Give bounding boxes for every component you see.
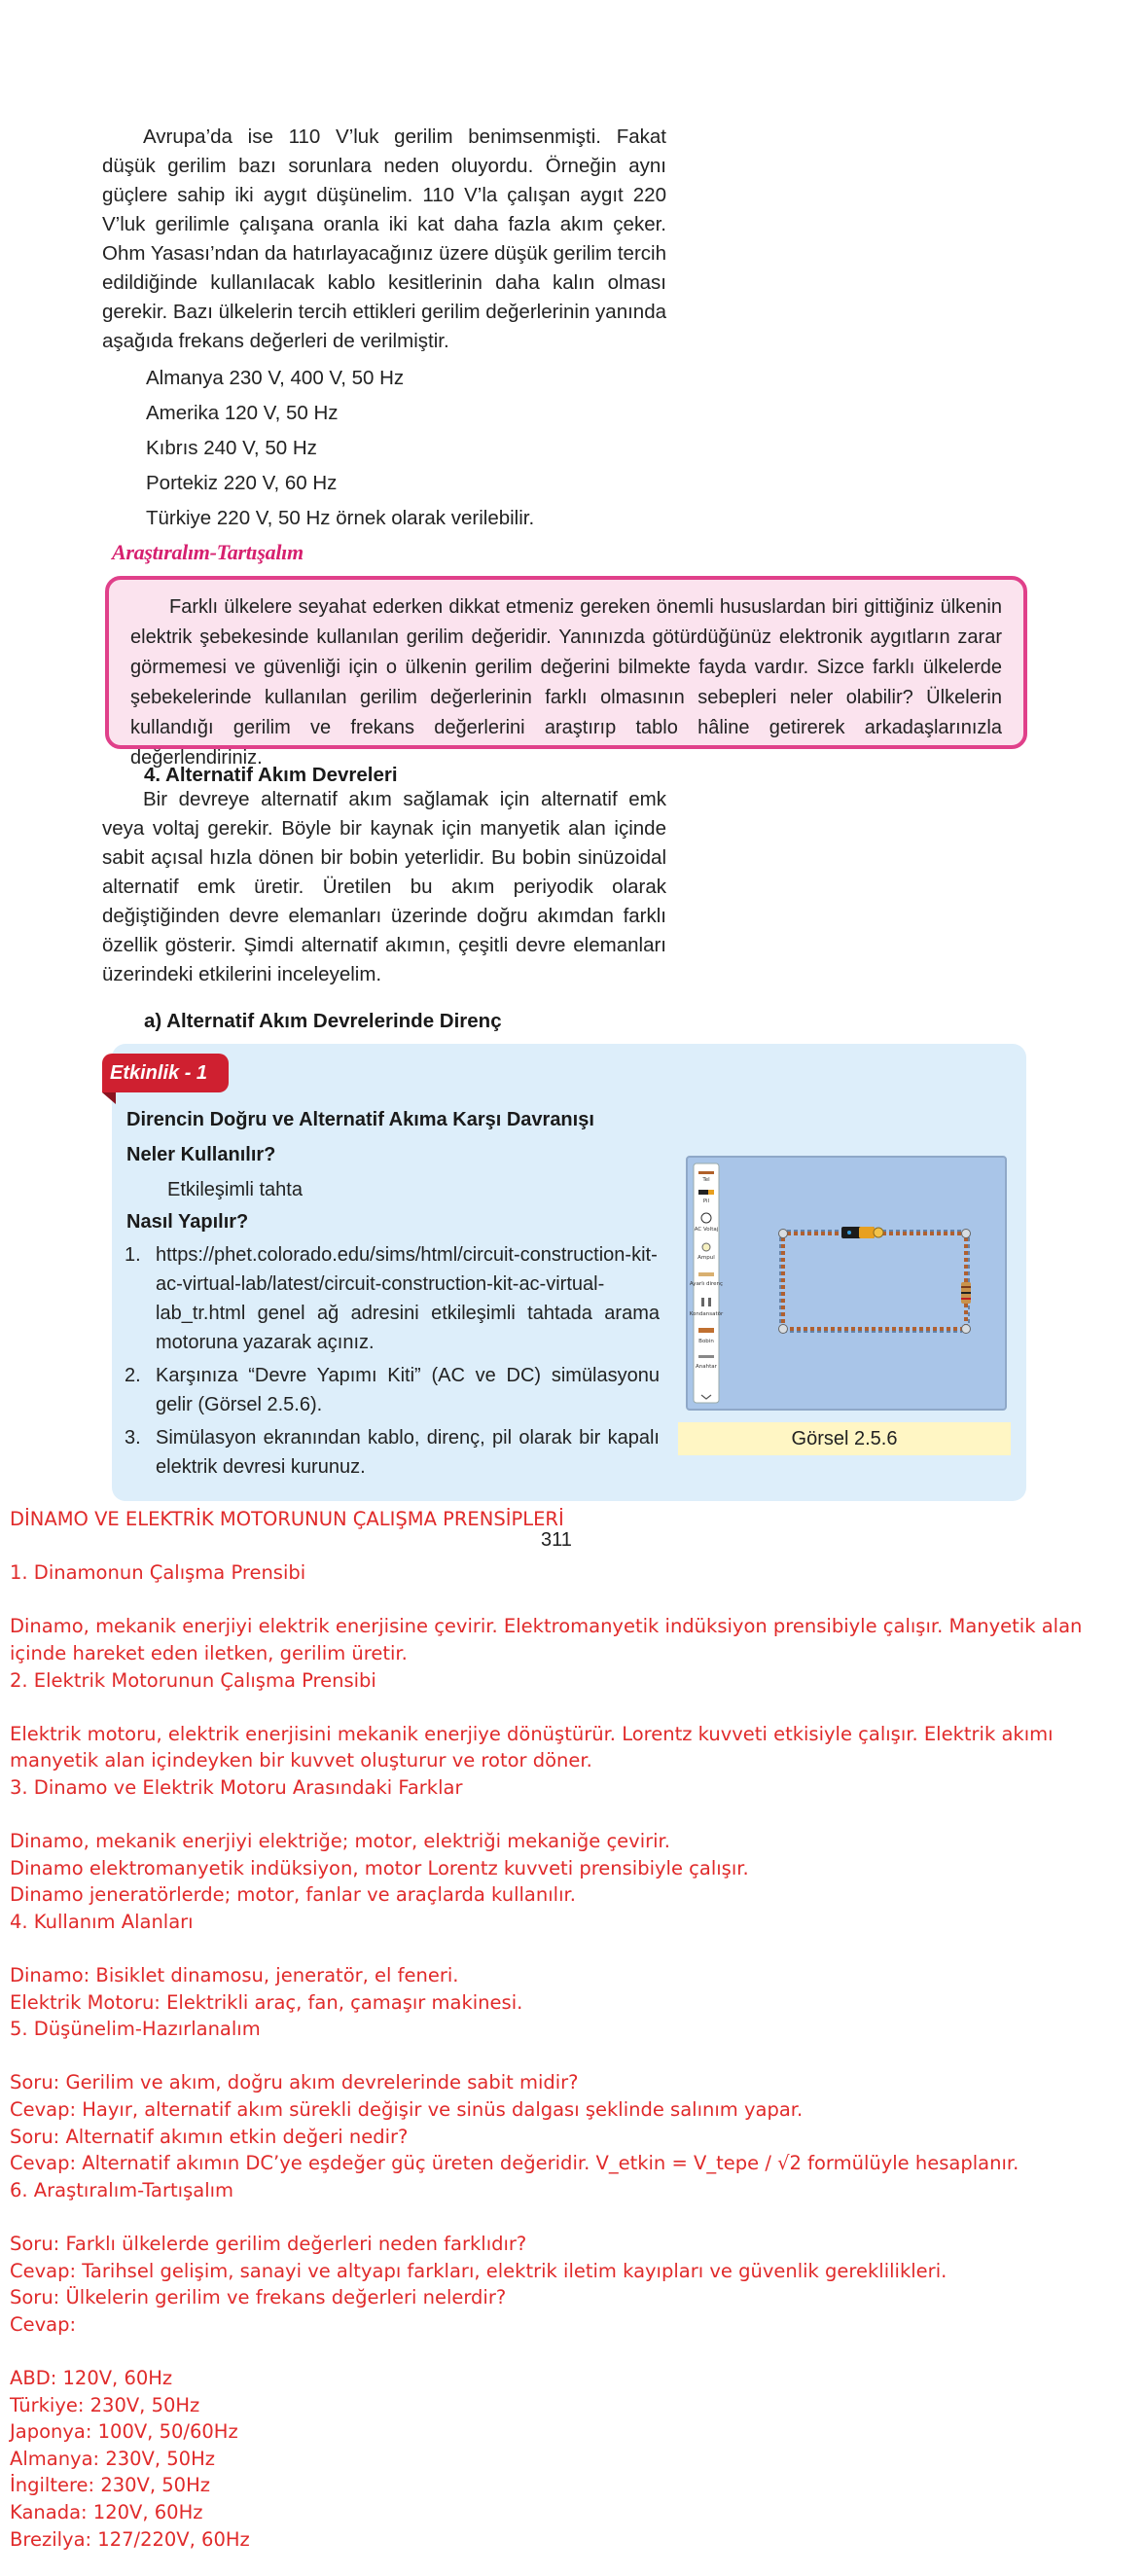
note-line: Japonya: 100V, 50/60Hz — [10, 2420, 238, 2444]
palette-label: Anahtar — [696, 1364, 717, 1370]
list-item — [125, 1361, 660, 1419]
note-line: İngiltere: 230V, 50Hz — [10, 2474, 210, 2497]
note-line: Elektrik Motoru: Elektrikli araç, fan, çamaşır makinesi. — [10, 1990, 523, 2014]
note-line: Cevap: Alternatif akımın DC’ye eşdeğer güç üreten değeridir. V_etkin = V_tepe / √2 formülüyle hesaplanır. — [10, 2152, 1019, 2175]
activity-steps — [125, 1240, 660, 1485]
list-item — [125, 1423, 660, 1482]
how-label: Nasıl Yapılır? — [126, 1211, 249, 1233]
note-line — [10, 2043, 1128, 2070]
list-item: Portekiz 220 V, 60 Hz — [146, 472, 338, 494]
simulation-screenshot — [686, 1156, 1007, 1411]
note-line: 3. Dinamo ve Elektrik Motoru Arasındaki Farklar — [10, 1775, 463, 1799]
figure-caption: Görsel 2.5.6 — [678, 1422, 1011, 1455]
step-number: 2. — [125, 1365, 141, 1386]
note-line — [10, 1802, 1128, 1829]
palette-label: AC Voltaj — [694, 1227, 719, 1233]
step-text: Karşınıza “Devre Yapımı Kiti” (AC ve DC) simülasyonu gelir (Görsel 2.5.6). — [156, 1365, 660, 1415]
note-line — [10, 1936, 1128, 1963]
list-item: Kıbrıs 240 V, 50 Hz — [146, 437, 317, 459]
note-line: Dinamo, mekanik enerjiyi elektriğe; motor, elektriği mekaniğe çevirir. — [10, 1830, 670, 1853]
step-number: 1. — [125, 1244, 141, 1266]
note-line: 5. Düşünelim-Hazırlanalım — [10, 2018, 261, 2041]
list-item: Amerika 120 V, 50 Hz — [146, 402, 339, 424]
note-line: Kanada: 120V, 60Hz — [10, 2500, 203, 2523]
note-line: Dinamo elektromanyetik indüksiyon, motor Lorentz kuvveti prensibiyle çalışır. — [10, 1856, 749, 1879]
note-line — [10, 1587, 1128, 1614]
step-text: https://phet.colorado.edu/sims/html/circuit-construction-kit-ac-virtual-lab/latest/circuit-construction-kit-ac-virtual-lab_tr.html genel ağ adresini etkileşimli tahtada arama motoruna yazarak açınız. — [156, 1244, 660, 1353]
intro-text: Avrupa’da ise 110 V’luk gerilim benimsenmişti. Fakat düşük gerilim bazı sorunlara neden oluyordu. Örneğin aynı güçlere sahip iki aygıt düşünelim. 110 V’la çalışan aygıt 220 V’luk gerilimle çalışana oranla iki kat daha fazla akım çeker. Ohm Yasası’ndan da hatırlayacağınız üzere düşük gerilim tercih edildiğinde kullanılacak kablo kesitlerinin daha kalın olması gerekir. Bazı ülkelerin tercih ettikleri gerilim değerlerinin yanında aşağıda frekans değerleri de verilmiştir. — [102, 125, 666, 352]
palette-label: Ayarlı direnç — [689, 1281, 724, 1287]
note-line — [10, 1694, 1128, 1721]
country-voltage-list — [146, 361, 534, 536]
intro-paragraph — [102, 123, 666, 356]
research-title: Araştıralım-Tartışalım — [112, 540, 304, 564]
notes-section — [10, 1506, 1128, 2553]
note-line: Soru: Gerilim ve akım, doğru akım devrelerinde sabit midir? — [10, 2071, 579, 2094]
materials-label: Neler Kullanılır? — [126, 1144, 276, 1165]
note-line: 2. Elektrik Motorunun Çalışma Prensibi — [10, 1668, 376, 1692]
note-line: ABD: 120V, 60Hz — [10, 2367, 173, 2389]
note-line: Soru: Ülkelerin gerilim ve frekans değerleri nelerdir? — [10, 2286, 507, 2309]
page-number: 311 — [541, 1529, 572, 1551]
subsection-heading: a) Alternatif Akım Devrelerinde Direnç — [144, 1010, 502, 1032]
list-item: Almanya 230 V, 400 V, 50 Hz — [146, 367, 405, 389]
activity-tag-fold — [102, 1092, 116, 1104]
note-line: Dinamo: Bisiklet dinamosu, jeneratör, el feneri. — [10, 1964, 459, 1987]
palette-label: Pil — [702, 1199, 710, 1204]
note-line: Brezilya: 127/220V, 60Hz — [10, 2527, 250, 2551]
note-line: 4. Kullanım Alanları — [10, 1910, 194, 1933]
research-text: Farklı ülkelere seyahat ederken dikkat etmeniz gereken önemli hususlardan biri gittiğiniz ülkenin elektrik şebekesinde kullanılan gerilim değeridir. Yanınızda götürdüğünüz elektronik aygıtların zarar görmemesi ve güvenliği için o ülkenin gerilim değerini bilmekte fayda vardır. Sizce farklı ülkelerde şebekelerinde kullanılan gerilim değerlerinin farklı olmasının sebepleri neler olabilir? Ülkelerin kullandığı gerilim ve frekans değerlerini araştırıp tablo hâline getirerek arkadaşlarınızla değerlendiriniz. — [130, 596, 1002, 769]
list-item — [125, 1240, 660, 1357]
research-box — [105, 576, 1027, 769]
materials-value: Etkileşimli tahta — [167, 1179, 303, 1200]
note-line: DİNAMO VE ELEKTRİK MOTORUNUN ÇALIŞMA PRENSİPLERİ — [10, 1508, 564, 1530]
note-line: Cevap: — [10, 2312, 77, 2336]
note-line — [10, 2338, 1128, 2365]
section-text: Bir devreye alternatif akım sağlamak için alternatif emk veya voltaj gerekir. Böyle bir kaynak için manyetik alan içinde sabit açısal hızla dönen bir bobin yeterlidir. Bu bobin sinüzoidal alternatif emk üretir. Üretilen bu akım periyodik olarak değiştiğinden devre elemanları üzerinde doğru akımdan farklı özellik gösterir. Şimdi alternatif akımın, çeşitli devre elemanları üzerindeki etkilerini inceleyelim. — [102, 788, 666, 985]
circuit-diagram — [688, 1158, 1005, 1409]
activity-tag: Etkinlik - 1 — [102, 1054, 229, 1092]
palette-label: Kondansatör — [689, 1311, 724, 1317]
note-line: Cevap: Hayır, alternatif akım sürekli değişir ve sinüs dalgası şeklinde salınım yapar. — [10, 2098, 804, 2122]
note-line: Elektrik motoru, elektrik enerjisini mekanik enerjiye dönüştürür. Lorentz kuvveti etkisiyle çalışır. Elektrik akımı manyetik alan içindeyken bir kuvvet oluşturur ve rotor döner. — [10, 1722, 1059, 1772]
note-line: Soru: Alternatif akımın etkin değeri nedir? — [10, 2125, 409, 2148]
section-heading: 4. Alternatif Akım Devreleri — [144, 764, 398, 786]
step-number: 3. — [125, 1427, 141, 1449]
note-line: Dinamo, mekanik enerjiyi elektrik enerjisine çevirir. Elektromanyetik indüksiyon prensibiyle çalışır. Manyetik alan içinde hareket eden iletken, gerilim üretir. — [10, 1615, 1089, 1664]
note-line: Almanya: 230V, 50Hz — [10, 2447, 215, 2470]
palette-label: Ampul — [697, 1255, 715, 1261]
list-item: Türkiye 220 V, 50 Hz örnek olarak verilebilir. — [146, 507, 535, 529]
note-line: Cevap: Tarihsel gelişim, sanayi ve altyapı farkları, elektrik iletim kayıpları ve güvenlik gereklilikleri. — [10, 2259, 947, 2282]
note-line — [10, 2203, 1128, 2231]
note-line: 1. Dinamonun Çalışma Prensibi — [10, 1561, 306, 1585]
note-line: Dinamo jeneratörlerde; motor, fanlar ve araçlarda kullanılır. — [10, 1883, 576, 1907]
palette-label: Tel — [702, 1177, 710, 1183]
note-line — [10, 1533, 1128, 1560]
step-text: Simülasyon ekranından kablo, direnç, pil olarak bir kapalı elektrik devresi kurunuz. — [156, 1427, 660, 1478]
palette-label: Bobin — [698, 1339, 714, 1344]
note-line: Türkiye: 230V, 50Hz — [10, 2393, 200, 2416]
activity-title: Direncin Doğru ve Alternatif Akıma Karşı Davranışı — [126, 1109, 594, 1130]
note-line: Soru: Farklı ülkelerde gerilim değerleri neden farklıdır? — [10, 2233, 527, 2256]
section-paragraph — [102, 785, 666, 989]
note-line: 6. Araştıralım-Tartışalım — [10, 2178, 234, 2201]
